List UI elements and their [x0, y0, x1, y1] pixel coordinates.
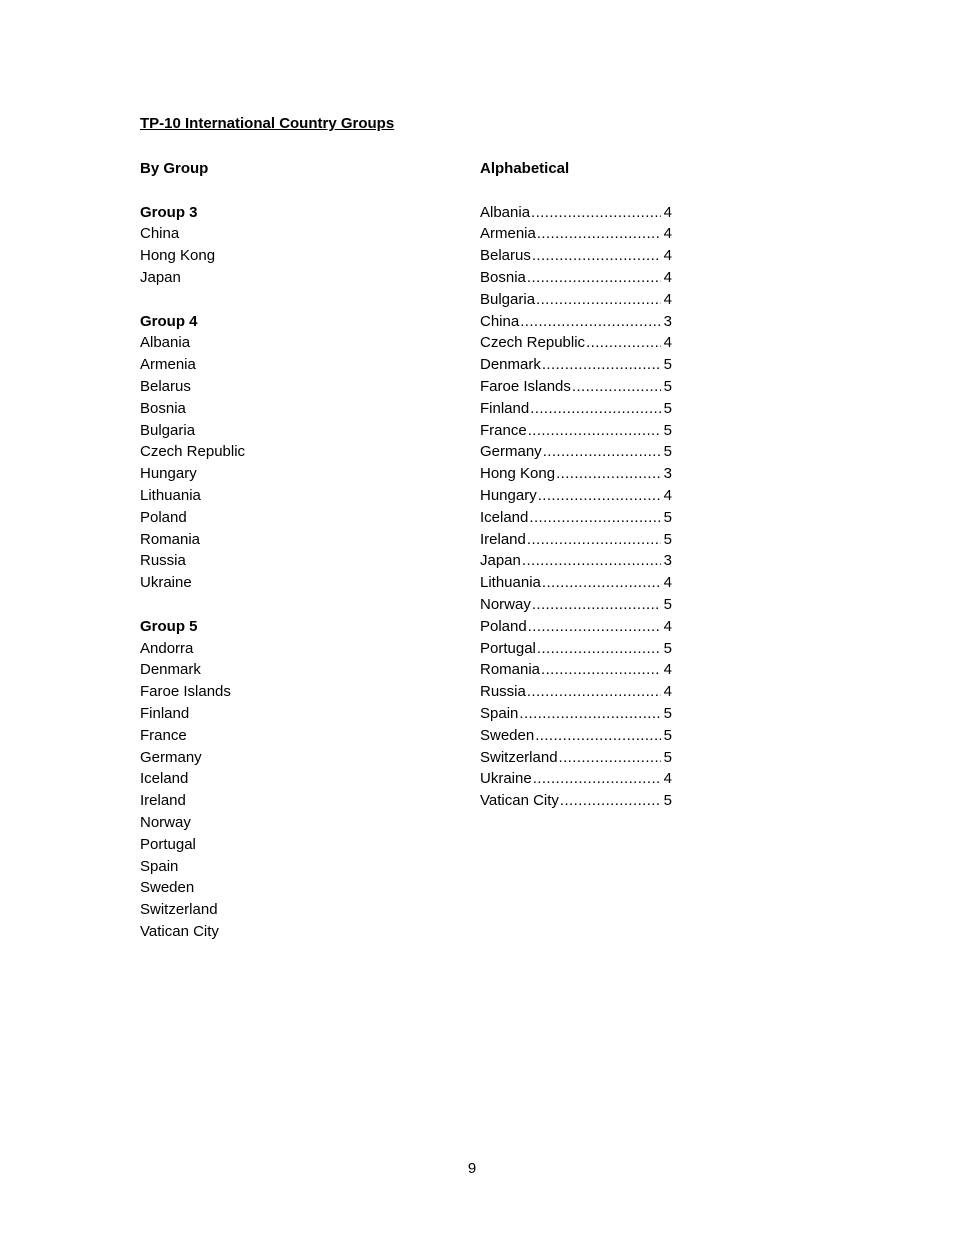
dot-leader — [543, 441, 661, 463]
country-name: France — [480, 421, 527, 439]
group-number: 4 — [663, 268, 672, 286]
country-name: Bulgaria — [480, 290, 536, 308]
country-name: Finland — [480, 399, 530, 417]
group-number: 4 — [663, 225, 672, 243]
group-country: Sweden — [140, 879, 195, 897]
country-name: Switzerland — [480, 748, 558, 766]
group-country: Norway — [140, 813, 191, 831]
group-number: 5 — [663, 443, 672, 461]
alphabetical-list — [480, 202, 672, 812]
group-country: Faroe Islands — [140, 683, 231, 701]
alphabetical-entry — [480, 223, 672, 245]
group-block — [140, 311, 440, 594]
dot-leader — [533, 768, 661, 790]
group-number: 5 — [663, 421, 672, 439]
country-name: Lithuania — [480, 574, 541, 592]
alphabetical-heading: Alphabetical — [480, 160, 570, 177]
country-name: Norway — [480, 595, 531, 613]
group-number: 4 — [663, 486, 672, 504]
dot-leader — [560, 790, 661, 812]
group-number: 4 — [663, 334, 672, 352]
by-group-heading: By Group — [140, 160, 209, 177]
alphabetical-entry — [480, 725, 672, 747]
country-name: Russia — [480, 683, 526, 701]
dot-leader — [535, 725, 660, 747]
country-name: Sweden — [480, 726, 535, 744]
group-country: Romania — [140, 530, 201, 548]
group-country: Russia — [140, 552, 186, 570]
group-title: Group 3 — [140, 203, 198, 221]
country-name: Japan — [480, 552, 521, 570]
country-name: Denmark — [480, 356, 541, 374]
alphabetical-entry — [480, 550, 672, 572]
alphabetical-entry — [480, 420, 672, 442]
group-country: Bosnia — [140, 399, 186, 417]
group-number: 4 — [663, 617, 672, 635]
country-name: Spain — [480, 704, 519, 722]
dot-leader — [532, 245, 661, 267]
dot-leader — [528, 420, 661, 442]
alphabetical-entry — [480, 376, 672, 398]
group-country: Hong Kong — [140, 247, 216, 265]
alphabetical-entry — [480, 202, 672, 224]
dot-leader — [528, 616, 661, 638]
alphabetical-entry — [480, 747, 672, 769]
alphabetical-entry — [480, 332, 672, 354]
alphabetical-entry — [480, 485, 672, 507]
alphabetical-entry — [480, 616, 672, 638]
dot-leader — [538, 485, 661, 507]
country-name: China — [480, 312, 520, 330]
group-country: Bulgaria — [140, 421, 196, 439]
group-country: Finland — [140, 704, 190, 722]
group-number: 5 — [663, 748, 672, 766]
dot-leader — [520, 311, 660, 333]
alphabetical-entry — [480, 441, 672, 463]
country-name: Iceland — [480, 508, 529, 526]
dot-leader — [542, 354, 661, 376]
group-number: 4 — [663, 683, 672, 701]
group-country: Switzerland — [140, 901, 218, 919]
group-country: Belarus — [140, 377, 191, 395]
group-country: Iceland — [140, 770, 189, 788]
group-country: China — [140, 225, 180, 243]
group-block — [140, 202, 440, 289]
alphabetical-entry — [480, 594, 672, 616]
group-number: 5 — [663, 704, 672, 722]
group-country: Spain — [140, 857, 179, 875]
country-name: Armenia — [480, 225, 536, 243]
group-number: 5 — [663, 530, 672, 548]
country-name: Albania — [480, 203, 531, 221]
country-name: Belarus — [480, 247, 531, 265]
group-number: 5 — [663, 377, 672, 395]
page-number: 9 — [467, 1160, 477, 1177]
country-name: Ukraine — [480, 770, 532, 788]
country-name: Hungary — [480, 486, 537, 504]
group-number: 5 — [663, 639, 672, 657]
country-name: Faroe Islands — [480, 377, 571, 395]
alphabetical-entry — [480, 245, 672, 267]
group-block — [140, 616, 440, 943]
dot-leader — [559, 747, 661, 769]
group-number: 4 — [663, 661, 672, 679]
group-country: Ukraine — [140, 574, 192, 592]
dot-leader — [586, 332, 661, 354]
country-name: Romania — [480, 661, 541, 679]
alphabetical-column — [480, 158, 672, 812]
alphabetical-entry — [480, 659, 672, 681]
dot-leader — [530, 398, 660, 420]
alphabetical-entry — [480, 398, 672, 420]
page-title: TP-10 International Country Groups — [140, 115, 395, 132]
group-number: 4 — [663, 203, 672, 221]
group-country: Japan — [140, 268, 181, 286]
group-country: Ireland — [140, 792, 186, 810]
group-country: Denmark — [140, 661, 201, 679]
group-country: Portugal — [140, 835, 196, 853]
country-name: Ireland — [480, 530, 526, 548]
group-number: 3 — [663, 552, 672, 570]
alphabetical-entry — [480, 289, 672, 311]
dot-leader — [541, 659, 661, 681]
by-group-column — [140, 158, 440, 943]
group-country: France — [140, 726, 187, 744]
group-number: 4 — [663, 574, 672, 592]
alphabetical-entry — [480, 507, 672, 529]
dot-leader — [542, 572, 661, 594]
alphabetical-entry — [480, 638, 672, 660]
group-number: 5 — [663, 356, 672, 374]
alphabetical-entry — [480, 681, 672, 703]
country-name: Vatican City — [480, 792, 559, 810]
group-country: Czech Republic — [140, 443, 246, 461]
country-name: Germany — [480, 443, 542, 461]
alphabetical-entry — [480, 267, 672, 289]
dot-leader — [556, 463, 661, 485]
alphabetical-entry — [480, 790, 672, 812]
dot-leader — [532, 594, 661, 616]
group-country: Lithuania — [140, 486, 201, 504]
groups-list — [140, 202, 440, 943]
dot-leader — [537, 223, 661, 245]
dot-leader — [519, 703, 660, 725]
dot-leader — [537, 638, 661, 660]
group-number: 4 — [663, 770, 672, 788]
group-country: Vatican City — [140, 922, 219, 940]
alphabetical-entry — [480, 572, 672, 594]
group-country: Albania — [140, 334, 191, 352]
group-number: 4 — [663, 290, 672, 308]
alphabetical-entry — [480, 463, 672, 485]
group-country: Armenia — [140, 356, 196, 374]
dot-leader — [536, 289, 661, 311]
country-name: Portugal — [480, 639, 536, 657]
group-number: 5 — [663, 508, 672, 526]
dot-leader — [527, 681, 661, 703]
country-name: Poland — [480, 617, 527, 635]
alphabetical-entry — [480, 703, 672, 725]
group-number: 5 — [663, 399, 672, 417]
group-country: Poland — [140, 508, 187, 526]
alphabetical-entry — [480, 311, 672, 333]
dot-leader — [527, 529, 661, 551]
group-number: 3 — [663, 465, 672, 483]
alphabetical-entry — [480, 354, 672, 376]
country-name: Czech Republic — [480, 334, 586, 352]
group-number: 3 — [663, 312, 672, 330]
dot-leader — [529, 507, 660, 529]
country-name: Bosnia — [480, 268, 526, 286]
alphabetical-entry — [480, 768, 672, 790]
group-number: 4 — [663, 247, 672, 265]
group-title: Group 4 — [140, 312, 198, 330]
group-country: Hungary — [140, 465, 197, 483]
group-number: 5 — [663, 726, 672, 744]
group-number: 5 — [663, 792, 672, 810]
dot-leader — [531, 202, 661, 224]
group-country: Andorra — [140, 639, 194, 657]
group-title: Group 5 — [140, 617, 198, 635]
group-country: Germany — [140, 748, 202, 766]
group-number: 5 — [663, 595, 672, 613]
country-name: Hong Kong — [480, 465, 556, 483]
dot-leader — [572, 376, 661, 398]
dot-leader — [522, 550, 661, 572]
alphabetical-entry — [480, 529, 672, 551]
dot-leader — [527, 267, 661, 289]
